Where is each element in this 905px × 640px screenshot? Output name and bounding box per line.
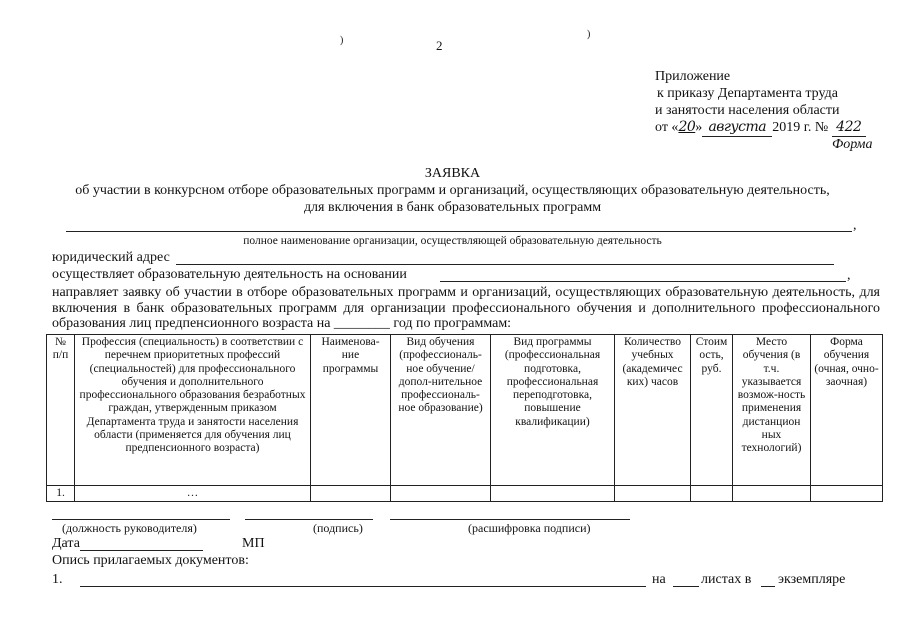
sheets-count-line[interactable] bbox=[673, 586, 699, 587]
date-year: 2019 г. № bbox=[772, 120, 829, 135]
position-caption: (должность руководителя) bbox=[62, 521, 197, 535]
table-row bbox=[47, 486, 883, 502]
form-label: Форма bbox=[832, 137, 873, 152]
cell-profession[interactable]: … bbox=[75, 486, 311, 502]
cell-hours[interactable] bbox=[615, 486, 691, 502]
org-name-line[interactable] bbox=[66, 231, 852, 232]
handwritten-order-number: 422 bbox=[832, 119, 866, 137]
header-training-type: Вид обучения (профессиональ-ное обучение/допол-нительное профессиональ-ное образование) bbox=[391, 335, 491, 486]
header-hours: Количество учебных (академичес ких) часов bbox=[615, 335, 691, 486]
attachment-item-number: 1. bbox=[52, 572, 63, 587]
cell-cost[interactable] bbox=[691, 486, 733, 502]
header-program-type: Вид программы (профессиональная подготовка, профессиональная переподготовка, повышение квалификации) bbox=[491, 335, 615, 486]
sheets-mid: листах в bbox=[701, 572, 752, 587]
legal-address-label: юридический адрес bbox=[52, 250, 170, 265]
basis-line[interactable] bbox=[440, 281, 846, 282]
legal-address-line[interactable] bbox=[176, 264, 834, 265]
appendix-date-line bbox=[655, 119, 866, 137]
application-paragraph: направляет заявку об участии в отборе образовательных программ и организаций, осуществляющих образовательную деятельность, для включения в банк образовательных программ для организации профессионального обучения и дополнительного профессионального образования лиц предпенсионного возраста на ________ год по программам: bbox=[52, 285, 880, 331]
signature-caption: (подпись) bbox=[313, 521, 363, 535]
signature-line[interactable] bbox=[245, 519, 373, 520]
date-label: Дата bbox=[52, 536, 80, 551]
copies-count-line[interactable] bbox=[761, 586, 775, 587]
cell-form[interactable] bbox=[811, 486, 883, 502]
header-number: № п/п bbox=[47, 335, 75, 486]
org-name-comma: , bbox=[853, 218, 857, 233]
sheets-prefix: на bbox=[652, 572, 666, 587]
cell-training-type[interactable] bbox=[391, 486, 491, 502]
page-number: 2 bbox=[436, 38, 443, 53]
document-subtitle-1: об участии в конкурсном отборе образовательных программ и организаций, осуществляющих образовательную деятельность, bbox=[75, 183, 830, 198]
tick-mark-right: ) bbox=[587, 29, 591, 40]
basis-label: осуществляет образовательную деятельность на основании bbox=[52, 267, 407, 282]
decoding-line[interactable] bbox=[390, 519, 630, 520]
appendix-order-ref: к приказу Департамента труда bbox=[657, 86, 838, 101]
date-line[interactable] bbox=[80, 550, 203, 551]
header-cost: Стоим ость, руб. bbox=[691, 335, 733, 486]
copies-suffix: экземпляре bbox=[778, 572, 846, 587]
document-subtitle-2: для включения в банк образовательных программ bbox=[303, 200, 602, 215]
appendix-block bbox=[655, 68, 866, 137]
handwritten-month: августа bbox=[702, 119, 772, 137]
basis-comma: , bbox=[847, 268, 851, 283]
header-form: Форма обучения (очная, очно-заочная) bbox=[811, 335, 883, 486]
position-line[interactable] bbox=[52, 519, 230, 520]
tick-mark-left: ) bbox=[340, 35, 344, 46]
appendix-title: Приложение bbox=[655, 69, 731, 84]
document-title: ЗАЯВКА bbox=[424, 166, 481, 181]
table-header-row bbox=[47, 335, 883, 486]
seal-label: МП bbox=[242, 536, 265, 551]
decoding-caption: (расшифровка подписи) bbox=[468, 521, 591, 535]
attachments-title: Опись прилагаемых документов: bbox=[52, 553, 249, 568]
date-mid: » bbox=[695, 120, 703, 135]
org-name-caption: полное наименование организации, осуществляющей образовательную деятельность bbox=[243, 235, 662, 247]
attachment-item-line[interactable] bbox=[80, 586, 646, 587]
cell-number[interactable]: 1. bbox=[47, 486, 75, 502]
header-profession: Профессия (специальность) в соответствии с перечнем приоритетных профессий (специальностей) для профессионального обучения и дополнительного профессионального образования безработных граждан, утвержденным приказом Департамента труда и занятости населения области (применяется для обучения лиц предпенсионного возраста) bbox=[75, 335, 311, 486]
cell-program-type[interactable] bbox=[491, 486, 615, 502]
date-prefix: от « bbox=[655, 120, 679, 135]
programs-table bbox=[46, 334, 883, 502]
cell-place[interactable] bbox=[733, 486, 811, 502]
header-program-name: Наименова-ние программы bbox=[311, 335, 391, 486]
appendix-department: и занятости населения области bbox=[655, 103, 840, 118]
header-place: Место обучения (в т.ч. указывается возмож-ность применения дистанцион ных технологий) bbox=[733, 335, 811, 486]
handwritten-day: 20 bbox=[678, 119, 696, 135]
cell-program-name[interactable] bbox=[311, 486, 391, 502]
